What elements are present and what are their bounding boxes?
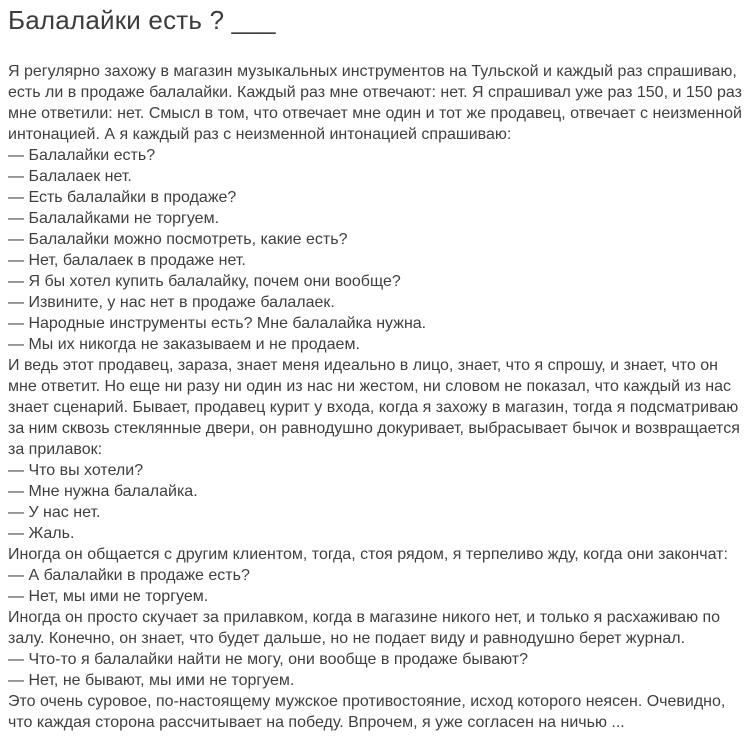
dialogue-line: — Извините, у нас нет в продаже балалаек. [8, 294, 335, 311]
dialogue-line: — Жаль. [8, 525, 75, 542]
dialogue-line: — Нет, мы ими не торгуем. [8, 588, 209, 605]
paragraph: Иногда он общается с другим клиентом, тогда, стоя рядом, я терпеливо жду, когда они закончат: [8, 546, 728, 563]
dialogue-line: — Что вы хотели? [8, 462, 144, 479]
dialogue-line: — Есть балалайки в продаже? [8, 189, 237, 206]
dialogue-line: — Что-то я балалайки найти не могу, они вообще в продаже бывают? [8, 651, 528, 668]
dialogue-line: — Нет, не бывают, мы ими не торгуем. [8, 672, 295, 689]
dialogue-line: — Я бы хотел купить балалайку, почем они вообще? [8, 273, 401, 290]
paragraph: Иногда он просто скучает за прилавком, когда в магазине никого нет, и только я расхаживаю по залу. Конечно, он знает, что будет дальше, но не подает виду и равнодушно берет журнал. [8, 609, 721, 647]
article-body [8, 61, 742, 733]
dialogue-line: — Балалайками не торгуем. [8, 210, 220, 227]
page-title: Балалайки есть ? ___ [8, 5, 276, 35]
dialogue-line: — Балалайки есть? [8, 147, 156, 164]
paragraph: И ведь этот продавец, зараза, знает меня идеально в лицо, знает, что я спрошу, и знает, что он мне ответит. Но еще ни разу ни один из нас ни жестом, ни словом не показал, что каждый из нас знает сценарий. Бывает, продавец курит у входа, когда я захожу в магазин, тогда я подсматриваю за ним сквозь стеклянные двери, он равнодушно докуривает, выбрасывает бычок и возвращается за прилавок: [8, 357, 740, 458]
dialogue-line: — А балалайки в продаже есть? [8, 567, 250, 584]
dialogue-line: — У нас нет. [8, 504, 101, 521]
dialogue-line: — Балалаек нет. [8, 168, 132, 185]
dialogue-line: — Балалайки можно посмотреть, какие есть? [8, 231, 348, 248]
paragraph: Это очень суровое, по-настоящему мужское противостояние, исход которого неясен. Очевидно, что каждая сторона рассчитывает на победу. Впрочем, я уже согласен на ничью ... [8, 693, 726, 731]
paragraph: Я регулярно захожу в магазин музыкальных инструментов на Тульской и каждый раз спрашиваю, есть ли в продаже балалайки. Каждый раз мне отвечают: нет. Я спрашивал уже раз 150, и 150 раз мне ответили: нет. Смысл в том, что отвечает мне один и тот же продавец, отвечает с неизменной интонацией. А я каждый раз с неизменной интонацией спрашиваю: [8, 63, 742, 143]
dialogue-line: — Народные инструменты есть? Мне балалайка нужна. [8, 315, 427, 332]
dialogue-line: — Мы их никогда не заказываем и не продаем. [8, 336, 360, 353]
dialogue-line: — Нет, балалаек в продаже нет. [8, 252, 246, 269]
dialogue-line: — Мне нужна балалайка. [8, 483, 198, 500]
